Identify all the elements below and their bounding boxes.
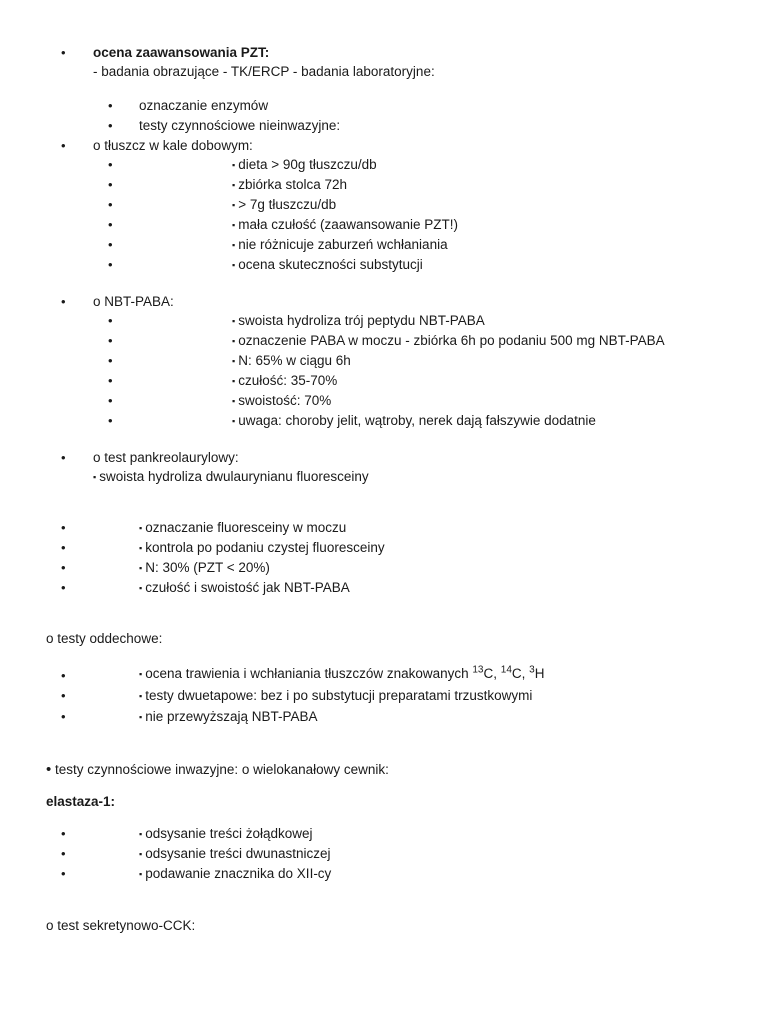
bullet: • (61, 688, 66, 703)
list-item: ▪ czułość: 35-70% (232, 373, 338, 388)
bullet: • (61, 520, 66, 535)
list-item: ▪ > 7g tłuszczu/db (232, 197, 337, 212)
bullet: • (61, 294, 66, 309)
bullet: • (61, 45, 66, 60)
section-title: o NBT-PABA: (93, 294, 174, 309)
list-item: ▪ testy dwuetapowe: bez i po substytucji preparatami trzustkowymi (139, 688, 533, 703)
bullet: • (108, 98, 113, 113)
isotope-label: $^{13}$C, (472, 664, 501, 681)
bullet: • (108, 393, 113, 408)
bullet: • (108, 157, 113, 172)
list-item: ▪ nie przewyższają NBT-PABA (139, 709, 318, 724)
bullet: • (108, 217, 113, 232)
list-item: ▪ N: 30% (PZT < 20%) (139, 560, 270, 575)
list-item: oznaczanie enzymów (139, 98, 269, 113)
list-item: ▪ podawanie znacznika do XII-cy (139, 866, 332, 881)
section-title: o testy oddechowe: (46, 631, 163, 646)
section-title: • testy czynnościowe inwazyjne: o wielokanałowy cewnik: (46, 761, 389, 778)
list-item: ▪ zbiórka stolca 72h (232, 177, 348, 192)
bullet: • (108, 333, 113, 348)
text-line: ▪ swoista hydroliza dwulaurynianu fluoresceiny (93, 469, 369, 484)
section-title: o test sekretynowo-CCK: (46, 918, 196, 933)
bullet: • (108, 197, 113, 212)
isotope-label: $^3$H (529, 664, 545, 681)
list-item: ▪ odsysanie treści dwunastniczej (139, 846, 331, 861)
bullet: • (108, 237, 113, 252)
list-item: ▪ ocena skuteczności substytucji (232, 257, 423, 272)
list-item: testy czynnościowe nieinwazyjne: (139, 118, 341, 133)
bullet: • (108, 353, 113, 368)
list-item: ▪ swoista hydroliza trój peptydu NBT-PABA (232, 313, 485, 328)
bullet: • (108, 373, 113, 388)
list-item: ▪ nie różnicuje zaburzeń wchłaniania (232, 237, 448, 252)
bullet: • (61, 826, 66, 841)
list-item: ▪ swoistość: 70% (232, 393, 332, 408)
list-item: ▪ uwaga: choroby jelit, wątroby, nerek dają fałszywie dodatnie (232, 413, 596, 428)
list-item: ▪ odsysanie treści żołądkowej (139, 826, 313, 841)
bullet: • (61, 846, 66, 861)
bullet: • (61, 866, 66, 881)
list-item: ▪ oznaczenie PABA w moczu - zbiórka 6h po podaniu 500 mg NBT-PABA (232, 333, 665, 348)
list-item: ▪ ocena trawienia i wchłaniania tłuszczów znakowanych $^{13}$C, $^{14}$C, $^3$H (139, 664, 545, 681)
bullet: • (61, 709, 66, 724)
bullet: • (108, 257, 113, 272)
bullet: • (61, 668, 66, 683)
bullet: • (108, 118, 113, 133)
bullet: • (61, 560, 66, 575)
list-item: ▪ dieta > 90g tłuszczu/db (232, 157, 377, 172)
section-title: o tłuszcz w kale dobowym: (93, 138, 253, 153)
bullet: • (61, 450, 66, 465)
bullet: • (108, 413, 113, 428)
bullet: • (108, 313, 113, 328)
bullet: • (61, 138, 66, 153)
list-item: ▪ oznaczanie fluoresceiny w moczu (139, 520, 347, 535)
bullet: • (61, 580, 66, 595)
isotope-label: $^{14}$C, (500, 664, 530, 681)
list-item: ▪ kontrola po podaniu czystej fluoresceiny (139, 540, 385, 555)
text-line: - badania obrazujące - TK/ERCP - badania laboratoryjne: (93, 64, 435, 79)
list-item: ▪ N: 65% w ciągu 6h (232, 353, 351, 368)
bullet: • (61, 540, 66, 555)
list-item: ▪ mała czułość (zaawansowanie PZT!) (232, 217, 459, 232)
section-title: ocena zaawansowania PZT: (93, 45, 270, 60)
list-item: ▪ czułość i swoistość jak NBT-PABA (139, 580, 350, 595)
bullet: • (108, 177, 113, 192)
section-subtitle: elastaza-1: (46, 794, 116, 809)
section-title: o test pankreolaurylowy: (93, 450, 239, 465)
